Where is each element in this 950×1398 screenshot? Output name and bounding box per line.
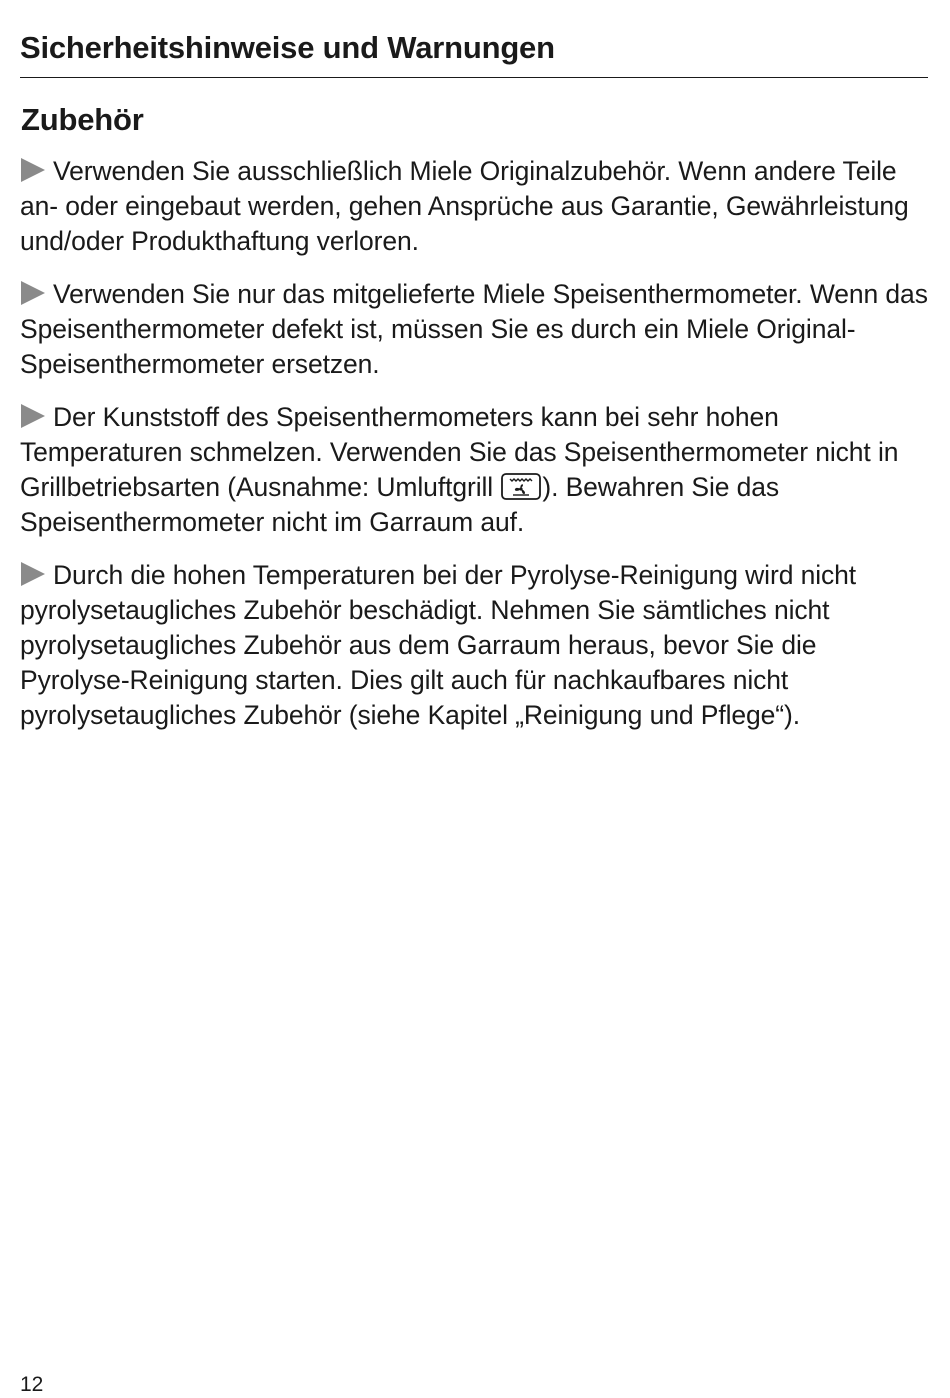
warning-item bbox=[20, 277, 932, 382]
page-header bbox=[20, 28, 928, 78]
fan-grill-icon bbox=[501, 473, 541, 500]
warning-text: Durch die hohen Temperaturen bei der Pyrolyse-Reinigung wird nicht pyrolysetaugliches Zubehör beschädigt. Nehmen Sie sämtliches nicht pyrolysetaugliches Zubehör aus dem Garraum heraus, bevor Sie die Pyrolyse-Reinigung starten. Dies gilt auch für nachkaufbares nicht pyrolysetaugliches Zubehör (siehe Kapitel „Reinigung und Pflege“). bbox=[20, 560, 857, 730]
warning-item bbox=[20, 558, 932, 733]
section-title: Zubehör bbox=[21, 102, 144, 137]
triangle-arrow-icon bbox=[20, 280, 46, 306]
triangle-arrow-icon bbox=[20, 157, 46, 183]
triangle-arrow-icon bbox=[20, 561, 46, 587]
warning-text: Verwenden Sie nur das mitgelieferte Miele Speisenthermometer. Wenn das Speisenthermometer defekt ist, müssen Sie es durch ein Miele Original-Speisenthermometer ersetzen. bbox=[20, 279, 928, 379]
warning-text-before-icon: Der Kunststoff des Speisenthermometers kann bei sehr hohen Temperaturen schmelzen. Verwenden Sie das Speisenthermometer nicht in Grillbetriebsarten (Ausnahme: Umluftgrill bbox=[20, 402, 899, 502]
warning-list bbox=[20, 154, 932, 751]
warning-item bbox=[20, 154, 932, 259]
warning-text-after-icon: ). Bewahren Sie das Speisenthermometer nicht im Garraum auf. bbox=[20, 472, 780, 537]
page-number: 12 bbox=[20, 1373, 44, 1396]
page-title: Sicherheitshinweise und Warnungen bbox=[20, 30, 555, 65]
triangle-arrow-icon bbox=[20, 403, 46, 429]
warning-item bbox=[20, 400, 932, 540]
warning-text: Verwenden Sie ausschließlich Miele Originalzubehör. Wenn andere Teile an- oder eingebaut werden, gehen Ansprüche aus Garantie, Gewährleistung und/oder Produkthaftung verloren. bbox=[20, 156, 909, 256]
